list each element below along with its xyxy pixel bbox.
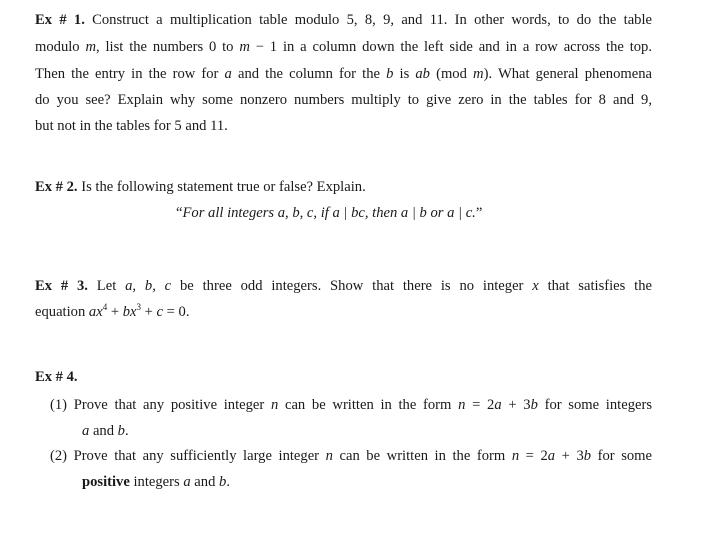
text: ” <box>475 205 483 221</box>
text: do you see? Explain why some nonzero numbers multiply to give zero in the tables for 8 and 9, <box>35 92 652 108</box>
math-text: a <box>82 423 90 439</box>
math-text: m <box>239 39 250 55</box>
text: (mod <box>429 66 474 82</box>
text: − 1 in a column down the left side and in a row across the top. <box>249 39 652 55</box>
text: for some integers <box>537 397 653 413</box>
text: . <box>124 423 129 439</box>
text: and the column for the <box>231 66 387 82</box>
math-text: m <box>85 39 96 55</box>
math-text: n <box>270 397 279 413</box>
text-line <box>50 447 652 465</box>
text-line <box>35 91 652 109</box>
text: Let <box>87 278 126 294</box>
math-text: a <box>494 397 502 413</box>
text-line <box>50 396 652 414</box>
math-text: a <box>224 66 232 82</box>
math-text: b <box>219 474 227 490</box>
bold-text: Ex # 2. <box>35 179 78 195</box>
bold-text: Ex # 3. <box>35 278 88 294</box>
text-line <box>82 473 382 491</box>
math-text: n <box>325 448 333 464</box>
text: = 0. <box>163 304 190 320</box>
text: integers <box>129 474 184 490</box>
text-line <box>35 178 652 196</box>
math-text: n <box>458 397 466 413</box>
exponent: 3 <box>136 302 141 313</box>
text: “ <box>176 205 183 221</box>
text: Then the entry in the row for <box>35 66 225 82</box>
math-text: m <box>473 66 484 82</box>
bold-text: Ex # 1. <box>35 12 85 28</box>
text: + <box>107 304 123 320</box>
math-text: b <box>583 448 592 464</box>
text: equation <box>35 304 89 320</box>
text-line <box>35 38 652 56</box>
math-text: n <box>511 448 520 464</box>
text: is <box>393 66 416 82</box>
text: Construct a multiplication table modulo 5, 8, 9, and 11. In other words, to do the table <box>84 12 652 28</box>
text: ). What general phenomena <box>483 66 652 82</box>
bold-text: positive <box>82 474 130 490</box>
math-text: a, b, c <box>125 278 172 294</box>
text: + 3 <box>501 397 531 413</box>
math-text: For all integers a, b, c, if a | bc, then a | b or a | c. <box>182 205 476 221</box>
text: modulo <box>35 39 86 55</box>
math-text: b <box>386 66 394 82</box>
math-text: a <box>183 474 191 490</box>
math-text: c <box>156 304 164 320</box>
text: + 3 <box>555 448 584 464</box>
text-line <box>35 368 652 386</box>
text: and <box>89 423 118 439</box>
text: can be written in the form <box>332 448 512 464</box>
math-text: ax <box>88 304 103 320</box>
bold-text: Ex # 4. <box>35 369 78 385</box>
text-line <box>82 422 382 440</box>
text-line <box>35 11 652 29</box>
math-text: x <box>532 278 539 294</box>
math-text: a <box>547 448 556 464</box>
text: and <box>190 474 220 490</box>
math-text: b <box>117 423 125 439</box>
exponent: 4 <box>102 302 108 313</box>
text-line <box>176 204 576 222</box>
text: = 2 <box>465 397 495 413</box>
math-text: ab <box>415 66 430 82</box>
text: (1) Prove that any positive integer <box>50 397 271 413</box>
text: + <box>141 304 157 320</box>
text-line <box>35 65 652 83</box>
text-line <box>35 277 652 295</box>
text: for some <box>591 448 653 464</box>
text: can be written in the form <box>278 397 459 413</box>
text: but not in the tables for 5 and 11. <box>35 118 228 134</box>
text-line <box>35 117 652 135</box>
text: = 2 <box>519 448 548 464</box>
math-text: b <box>530 397 538 413</box>
text: , list the numbers 0 to <box>96 39 240 55</box>
text: be three odd integers. Show that there is no integer <box>171 278 533 294</box>
text: . <box>226 474 230 490</box>
text: (2) Prove that any sufficiently large integer <box>50 448 326 464</box>
text: that satisfies the <box>538 278 652 294</box>
math-text: bx <box>122 304 137 320</box>
text: Is the following statement true or false? Explain. <box>77 179 366 195</box>
text-line <box>35 303 652 321</box>
